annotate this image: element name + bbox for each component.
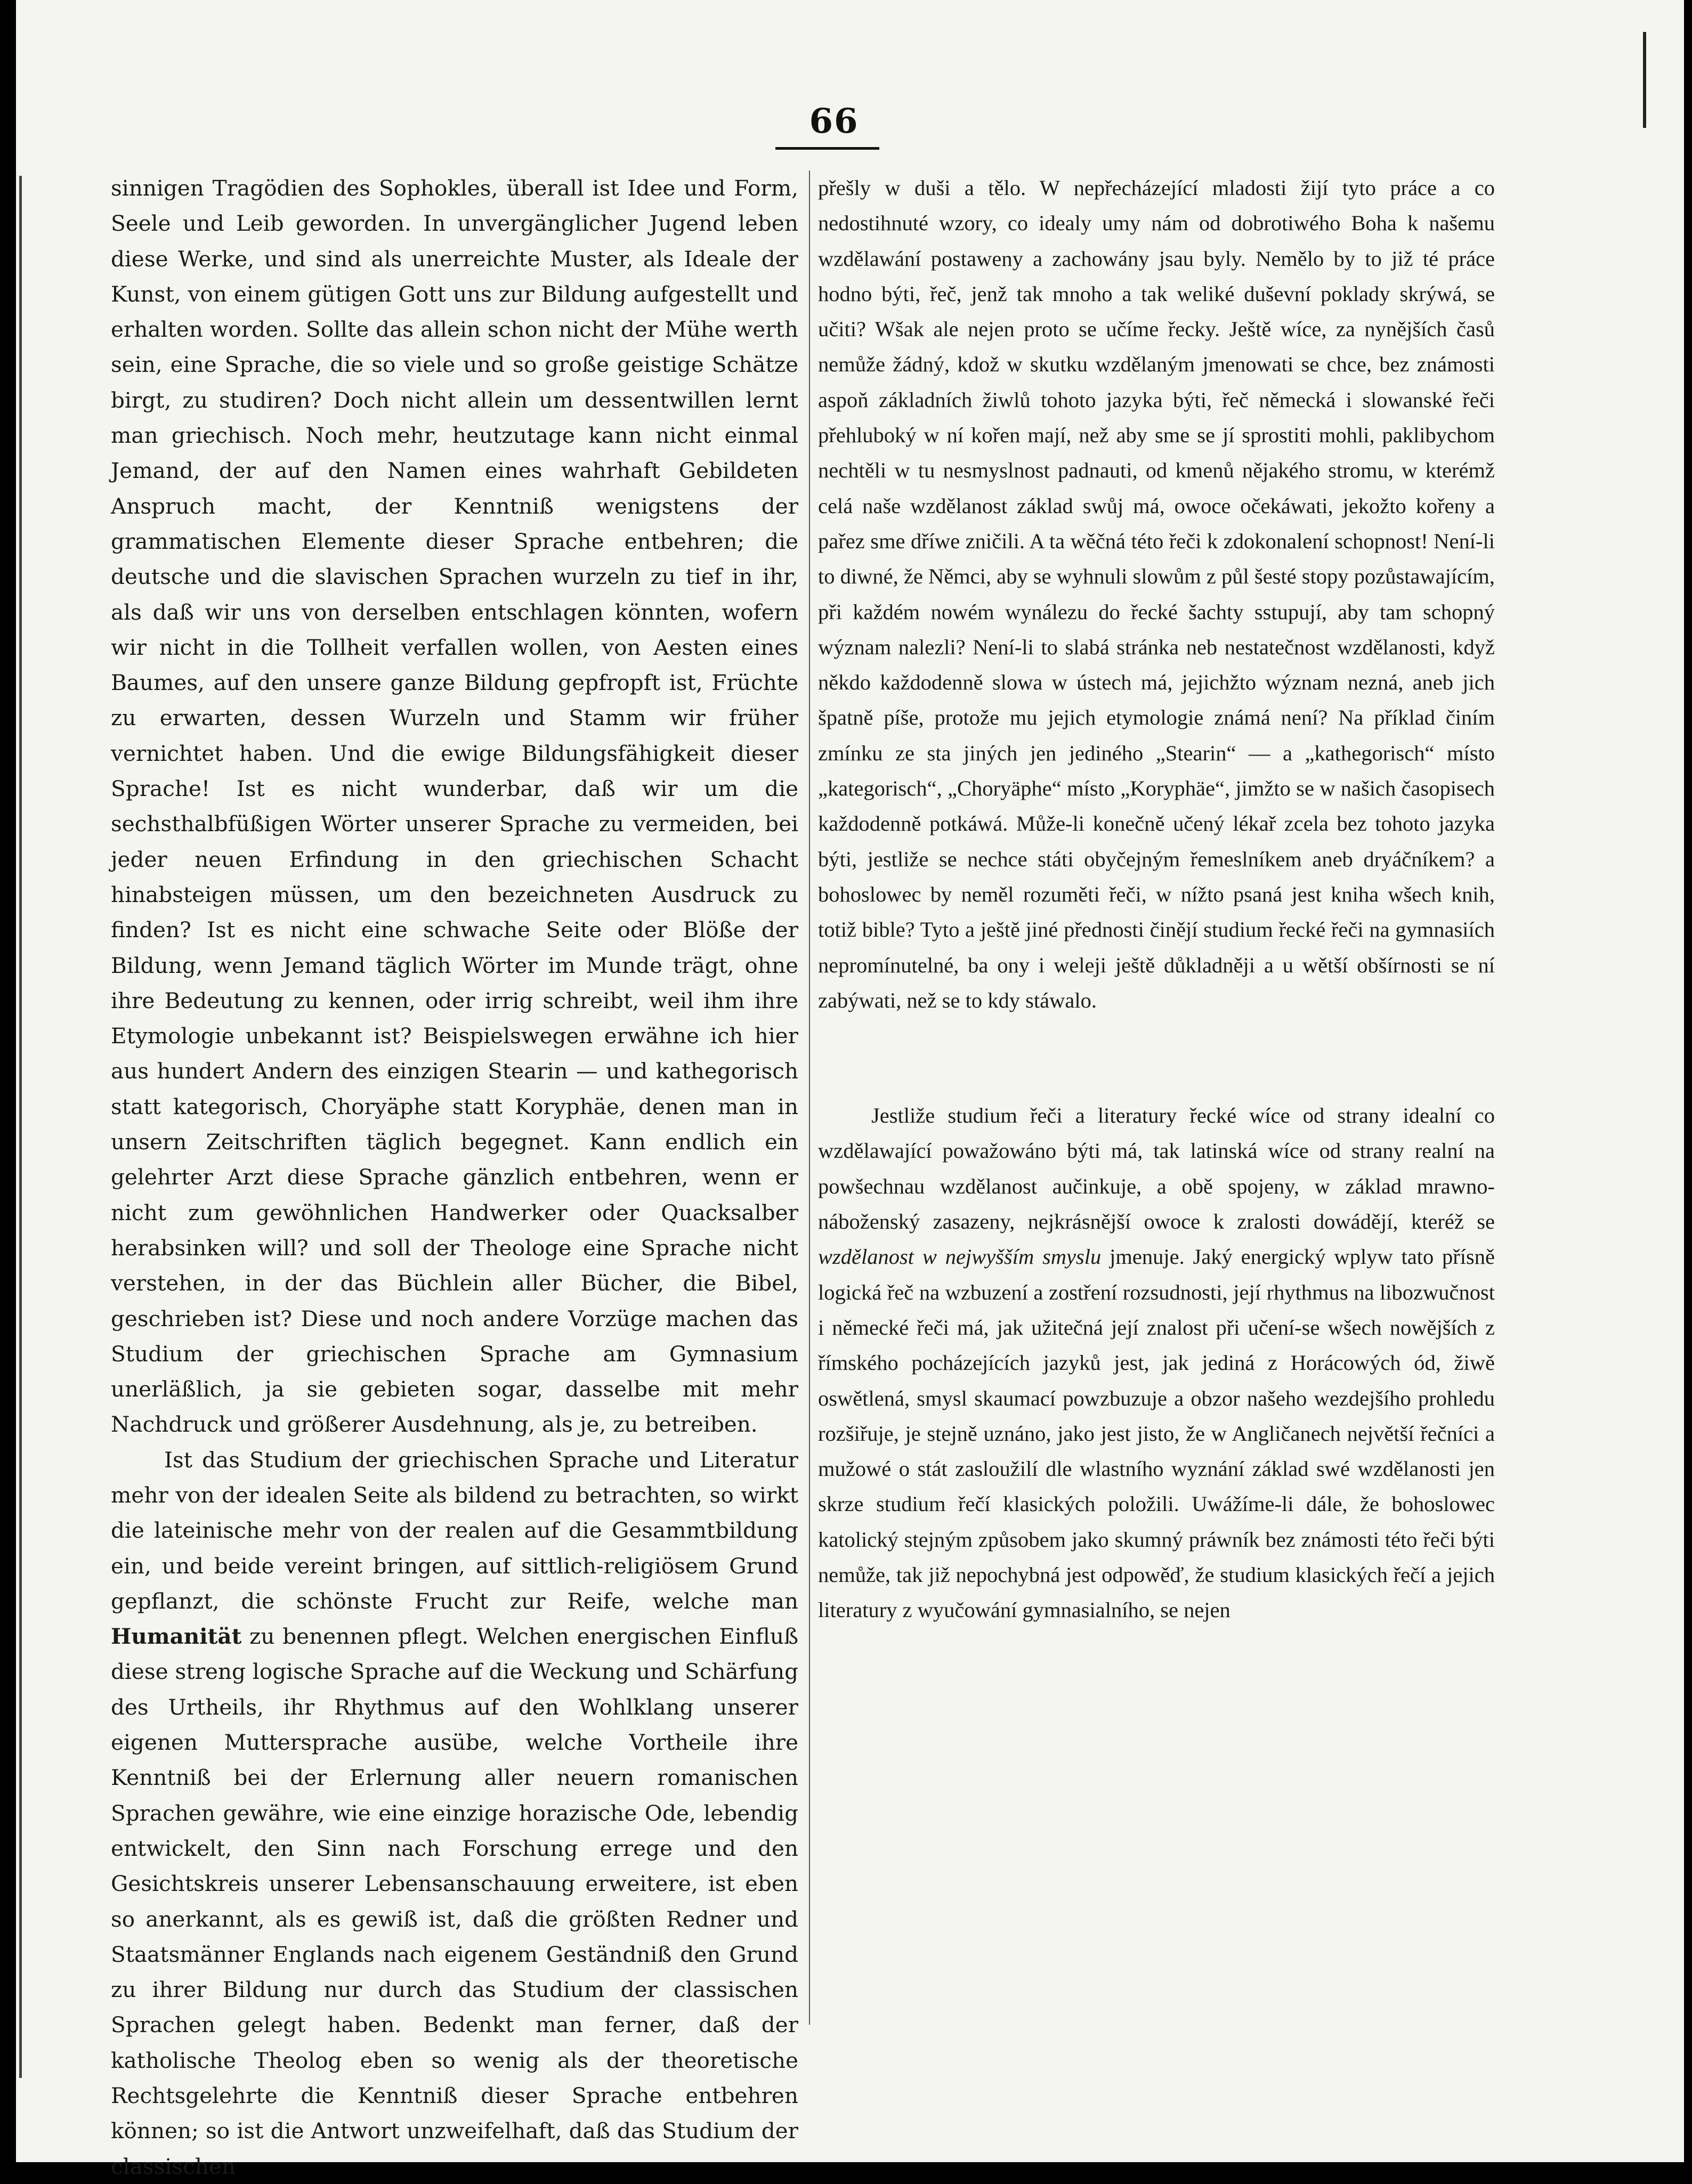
- page-number-rule: [775, 147, 879, 150]
- left-gutter-mark: [19, 176, 22, 2078]
- german-paragraph-2-text-a: Ist das Studium der griechischen Sprache und Literatur mehr von der idealen Seite als bildend zu betrachten, so wirkt die lateinische mehr von der realen auf die Gesammtbildung ein, und beide vereint bringen, auf sittlich-religiösem Grund gepflanzt, die schönste Frucht zur Reife, welche man: [111, 1447, 798, 1614]
- czech-paragraph-1: přešly w duši a tělo. W nepřecházející mladosti žijí tyto práce a co nedostihnuté wzory, co idealy umy nám od dobrotiwého Boha k našemu wzdělawání postaweny a zachowány jsau byly. Nemělo by to již té práce hodno býti, řeč, jenž tak mnoho a tak weliké duševní poklady skrýwá, se učiti? Wšak ale nejen proto se učíme řecky. Ještě wíce, za nynějších časů nemůže žádný, kdož w skutku wzdělaným jmenowati se chce, bez známosti aspoň základních žiwlů tohoto jazyka býti, řeč německá i slowanské řeči přehluboký w ní kořen mají, než aby sme se jí sprostiti mohli, paklibychom nechtěli w tu nesmyslnost padnauti, od kmenů nějakého stromu, w kterémž celá naše wzdělanost základ swůj má, owoce očekáwati, jekožto kořeny a pařez sme dříwe zničili. A ta wěčná této řeči k zdokonalení schopnost! Není-li to diwné, že Němci, aby se wyhnuli slowům z půl šesté stopy pozůstawajícím, při každém nowém wynálezu do řecké šachty sstupují, aby tam schopný wýznam nalezli? Není-li to slabá stránka neb nestatečnost wzdělanosti, když někdo každodenně slowa w ústech má, jejichžto wýznam nezná, aneb jich špatně píše, protože mu jejich etymologie známá není? Na příklad činím zmínku ze sta jiných jen jediného „Stearin“ — a „kathegorisch“ místo „kategorisch“, „Choryäphe“ místo „Koryphäe“, jimžto se w našich časopisech každodenně potkáwá. Může-li konečně učený lékař zcela bez tohoto jazyka býti, jestliže se nechce státi obyčejným řemeslníkem aneb dryáčníkem? a bohoslowec by neměl rozuměti řeči, w nížto psaná jest kniha wšech knih, totiž bible? Tyto a ještě jiné přednosti činějí studium řecké řeči na gymnasiích nepromínutelné, ba ony i weleji ještě důkladněji a u wětší obšírnosti se ní zabýwati, než se to kdy stáwalo.: [818, 176, 1495, 1012]
- german-emphasis-humanitaet: Humanität: [111, 1623, 242, 1650]
- german-column: [111, 171, 798, 2184]
- czech-column: [818, 171, 1495, 1628]
- czech-emphasis-wzdelanost: wzdělanost w nejwyšším smyslu: [818, 1245, 1102, 1269]
- column-divider: [809, 171, 810, 2025]
- german-paragraph-2-text-b: zu benennen pflegt. Welchen energischen Einfluß diese streng logische Sprache auf die Weckung und Schärfung des Urtheils, ihr Rhythmus auf den Wohlklang unserer eigenen Muttersprache ausübe, welche Vortheile ihre Kenntniß bei der Erlernung aller neuern romanischen Sprachen gewähre, wie eine einzige horazische Ode, lebendig entwickelt, den Sinn nach Forschung errege und den Gesichtskreis unserer Lebensanschauung erweitere, ist eben so anerkannt, als es gewiß ist, daß die größten Redner und Staatsmänner Englands nach eigenem Geständniß den Grund zu ihrer Bildung nur durch das Studium der classischen Sprachen gelegt haben. Bedenkt man ferner, daß der katholische Theolog eben so wenig als der theoretische Rechtsgelehrte die Kenntniß dieser Sprache entbehren können; so ist die Antwort unzweifelhaft, daß das Studium der classischen: [111, 1623, 798, 2179]
- right-edge-mark: [1643, 32, 1646, 128]
- page-number: 66: [809, 101, 859, 141]
- german-paragraph-2: [111, 1442, 798, 2184]
- czech-paragraph-2-text-a: Jestliže studium řeči a literatury řecké wíce od strany idealní co wzdělawající powažowáno býti má, tak latinská wíce od strany realní na powšechnau wzdělanost aučinkuje, a obě spojeny, w základ mrawno-náboženský zasazeny, nejkrásnější owoce k zralosti dowádějí, kteréž se: [818, 1103, 1495, 1234]
- czech-paragraph-2: [818, 1098, 1495, 1628]
- page-sheet: [16, 0, 1684, 2179]
- czech-paragraph-2-text-b: jmenuje. Jaký energický wplyw tato přísně logická řeč na wzbuzení a zostření rozsudnosti, její rhythmus na libozwučnost i německé řeči má, jak užitečná její znalost při učení-se wšech nowějších z římského pocházejících jazyků jest, jak jediná z Horácowých ód, žiwě oswětlená, smysl skaumací powzbuzuje a obzor našeho wezdejšího prohledu rozšiřuje, je stejně uznáno, jako jest jisto, že w Angličanech největší řečníci a mužowé o stát zasloužilí dle wlastního wyznání základ swé wzdělanosti jen skrze studium řečí klasických položili. Uwážíme-li dále, že bohoslowec katolický stejným způsobem jako skumný práwník bez známosti této řeči býti nemůže, tak již nepochybná jest odpowěď, že studium klasických řečí a jejich literatury z wyučowání gymnasialního, se nejen: [818, 1245, 1495, 1622]
- german-paragraph-1: sinnigen Tragödien des Sophokles, überall ist Idee und Form, Seele und Leib geworden. In unvergänglicher Jugend leben diese Werke, und sind als unerreichte Muster, als Ideale der Kunst, von einem gütigen Gott uns zur Bildung aufgestellt und erhalten worden. Sollte das allein schon nicht der Mühe werth sein, eine Sprache, die so viele und so große geistige Schätze birgt, zu studiren? Doch nicht allein um dessentwillen lernt man griechisch. Noch mehr, heutzutage kann nicht einmal Jemand, der auf den Namen eines wahrhaft Gebildeten Anspruch macht, der Kenntniß wenigstens der grammatischen Elemente dieser Sprache entbehren; die deutsche und die slavischen Sprachen wurzeln zu tief in ihr, als daß wir uns von derselben entschlagen könnten, wofern wir nicht in die Tollheit verfallen wollen, von Aesten eines Baumes, auf den unsere ganze Bildung gepfropft ist, Früchte zu erwarten, dessen Wurzeln und Stamm wir früher vernichtet haben. Und die ewige Bildungsfähigkeit dieser Sprache! Ist es nicht wunderbar, daß wir um die sechsthalbfüßigen Wörter unserer Sprache zu vermeiden, bei jeder neuen Erfindung in den griechischen Schacht hinabsteigen müssen, um den bezeichneten Ausdruck zu finden? Ist es nicht eine schwache Seite oder Blöße der Bildung, wenn Jemand täglich Wörter im Munde trägt, ohne ihre Bedeutung zu kennen, oder irrig schreibt, weil ihm ihre Etymologie unbekannt ist? Beispielswegen erwähne ich hier aus hundert Andern des einzigen Stearin — und kathegorisch statt kategorisch, Choryäphe statt Koryphäe, denen man in unsern Zeitschriften täglich begegnet. Kann endlich ein gelehrter Arzt diese Sprache gänzlich entbehren, wenn er nicht zum gewöhnlichen Handwerker oder Quacksalber herabsinken will? und soll der Theologe eine Sprache nicht verstehen, in der das Büchlein aller Bücher, die Bibel, geschrieben ist? Diese und noch andere Vorzüge machen das Studium der griechischen Sprache am Gymnasium unerläßlich, ja sie gebieten sogar, dasselbe mit mehr Nachdruck und größerer Ausdehnung, als je, zu betreiben.: [111, 175, 798, 1438]
